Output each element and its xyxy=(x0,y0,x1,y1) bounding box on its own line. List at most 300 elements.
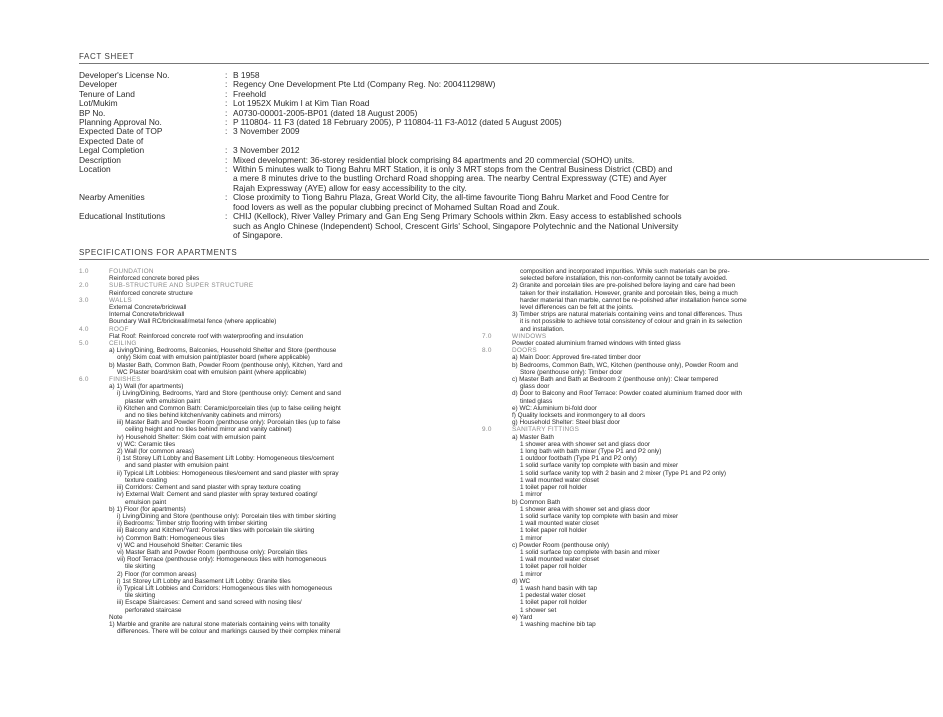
spec-line xyxy=(482,513,882,520)
spec-line xyxy=(79,390,469,397)
fact-label: Legal Completion xyxy=(79,145,145,156)
fact-value-line: Mixed development: 36-storey residential block comprising 84 apartments and 20 commercial (SOHO) units. xyxy=(233,154,635,165)
fact-row xyxy=(79,193,929,212)
fact-row xyxy=(79,71,929,80)
spec-number xyxy=(79,520,109,527)
spec-text: emulsion paint xyxy=(125,498,167,506)
spec-number xyxy=(482,412,512,419)
spec-line xyxy=(79,520,469,527)
spec-text: iv) External Wall: Cement and sand plaster with spray textured coating/ xyxy=(117,491,318,499)
fact-row xyxy=(79,212,929,240)
fact-label: Nearby Amenities xyxy=(79,192,145,203)
fact-row xyxy=(79,80,929,89)
spec-heading: WINDOWS xyxy=(512,332,547,340)
spec-number xyxy=(79,484,109,491)
spec-line xyxy=(79,499,469,506)
spec-number xyxy=(79,556,109,563)
spec-number xyxy=(79,347,109,354)
spec-number xyxy=(79,592,109,599)
fact-value-line: Close proximity to Tiong Bahru Plaza, Great World City, the all-time favourite Tiong Bahru Market and Food Centre for xyxy=(233,192,669,203)
spec-number xyxy=(482,527,512,534)
spec-line xyxy=(482,354,882,361)
spec-number xyxy=(79,470,109,477)
fact-value xyxy=(233,118,929,127)
spec-text: iii) Balcony and Kitchen/Yard: Porcelain tiles with porcelain tile skirting xyxy=(117,527,315,535)
spec-number xyxy=(482,513,512,520)
spec-number xyxy=(482,462,512,469)
fact-value-line: Regency One Development Pte Ltd (Company Reg. No: 200411298W) xyxy=(233,79,496,90)
fact-value-line: CHIJ (Kellock), River Valley Primary and Gan Eng Seng Primary Schools within 2km. Easy access to established schools xyxy=(233,211,682,222)
spec-number xyxy=(79,441,109,448)
spec-number xyxy=(79,571,109,578)
spec-text: glass door xyxy=(520,383,550,391)
fact-value-line: of Singapore. xyxy=(233,229,283,240)
spec-number xyxy=(79,491,109,498)
spec-number xyxy=(482,304,512,311)
spec-line xyxy=(482,383,882,390)
spec-text: differences. There will be colour and markings caused by their complex mineral xyxy=(117,628,341,636)
fact-value-line: A0730-00001-2005-BP01 (dated 18 August 2005) xyxy=(233,107,418,118)
fact-row xyxy=(79,99,929,108)
spec-text: 3) Timber strips are natural materials containing veins and tonal differences. Thus xyxy=(512,311,743,319)
spec-number xyxy=(79,311,109,318)
spec-text: Boundary Wall RC/brickwall/metal fence (where applicable) xyxy=(109,318,277,326)
spec-number xyxy=(482,542,512,549)
spec-line xyxy=(482,614,882,621)
spec-number xyxy=(79,275,109,282)
spec-line xyxy=(79,441,469,448)
spec-number xyxy=(482,268,512,275)
spec-line xyxy=(482,369,882,376)
spec-text: e) WC: Aluminium bi-fold door xyxy=(512,404,597,412)
fact-value-line: a mere 8 minutes drive to the bustling Orchard Road shopping area. The nearby Central Expressway (CTE) and Ayer xyxy=(233,173,667,184)
spec-number xyxy=(482,448,512,455)
spec-number: 4.0 xyxy=(79,325,89,333)
fact-separator: : xyxy=(225,107,228,118)
spec-text: e) Yard xyxy=(512,613,533,621)
spec-number xyxy=(79,513,109,520)
spec-number xyxy=(482,506,512,513)
spec-text: 1 solid surface vanity top complete with basin and mixer xyxy=(520,512,679,520)
spec-text: 1 shower area with shower set and glass door xyxy=(520,505,651,513)
spec-number xyxy=(79,535,109,542)
fact-value xyxy=(233,193,929,212)
spec-number xyxy=(482,455,512,462)
spec-line xyxy=(482,297,882,304)
spec-heading: FOUNDATION xyxy=(109,268,154,275)
spec-number xyxy=(482,607,512,614)
spec-text: 1 pedestal water closet xyxy=(520,592,586,600)
fact-separator: : xyxy=(225,88,228,99)
fact-value xyxy=(233,165,929,193)
spec-line xyxy=(482,585,882,592)
spec-number xyxy=(482,592,512,599)
spec-text: vii) Roof Terrace (penthouse only): Homogeneous tiles with homogeneous xyxy=(117,556,327,564)
spec-line xyxy=(79,556,469,563)
spec-line xyxy=(79,628,469,635)
fact-row xyxy=(79,90,929,99)
fact-value xyxy=(233,212,929,240)
spec-line xyxy=(482,477,882,484)
spec-line xyxy=(79,290,469,297)
spec-line xyxy=(482,599,882,606)
spec-text: 1 outdoor footbath (Type P1 and P2 only) xyxy=(520,455,637,463)
spec-line xyxy=(482,340,882,347)
spec-text: d) Door to Balcony and Roof Terrace: Powder coated aluminium framed door with xyxy=(512,390,743,398)
spec-text: 1 toilet paper roll holder xyxy=(520,527,587,535)
spec-text: v) WC: Ceramic tiles xyxy=(117,440,176,448)
spec-number xyxy=(482,376,512,383)
fact-separator: : xyxy=(225,126,228,137)
spec-line xyxy=(482,419,882,426)
spec-number xyxy=(482,556,512,563)
fact-separator: : xyxy=(225,211,228,222)
spec-number xyxy=(482,441,512,448)
spec-number xyxy=(482,549,512,556)
fact-row xyxy=(79,137,929,146)
fact-value xyxy=(233,127,929,136)
spec-line xyxy=(79,535,469,542)
spec-text: composition and incorporated impurities. While such materials can be pre- xyxy=(520,268,730,275)
spec-number xyxy=(482,434,512,441)
spec-text: and sand plaster with emulsion paint xyxy=(125,462,229,470)
spec-number xyxy=(79,621,109,628)
spec-number xyxy=(79,477,109,484)
spec-text: Note xyxy=(109,613,123,621)
spec-line xyxy=(79,354,469,361)
spec-line xyxy=(482,499,882,506)
spec-line xyxy=(79,470,469,477)
spec-line xyxy=(79,585,469,592)
spec-text: Reinforced concrete structure xyxy=(109,289,193,297)
spec-text: 1 solid surface vanity top with 2 basin and 2 mixer (Type P1 and P2 only) xyxy=(520,469,727,477)
spec-text: texture coating xyxy=(125,476,167,484)
spec-text: 1 mirror xyxy=(520,534,543,542)
spec-number xyxy=(79,607,109,614)
spec-text: iv) Common Bath: Homogeneous tiles xyxy=(117,534,225,542)
spec-text: c) Powder Room (penthouse only) xyxy=(512,541,609,549)
spec-text: iii) Escape Staircases: Cement and sand screed with nosing tiles/ xyxy=(117,599,302,607)
spec-text: 2) Granite and porcelain tiles are pre-polished before laying and care had been xyxy=(512,282,736,290)
spec-text: 1 wall mounted water closet xyxy=(520,556,599,564)
spec-number xyxy=(482,563,512,570)
spec-text: ii) Bedrooms: Timber strip flooring with timber skirting xyxy=(117,520,268,528)
spec-text: taken for their installation. However, granite and porcelain tiles, being a much xyxy=(520,289,738,297)
fact-label: Educational Institutions xyxy=(79,211,166,222)
spec-text: a) Main Door: Approved fire-rated timber door xyxy=(512,354,641,362)
spec-heading-row xyxy=(482,333,882,340)
spec-number: 6.0 xyxy=(79,376,89,384)
spec-number xyxy=(79,527,109,534)
spec-text: i) 1st Storey Lift Lobby and Basement Lift Lobby: Homogeneous tiles/cement xyxy=(117,455,335,463)
spec-number xyxy=(79,549,109,556)
spec-number xyxy=(79,405,109,412)
fact-value-line: Rajah Expressway (AYE) allow for easy accessibility to the city. xyxy=(233,182,467,193)
spec-number xyxy=(79,290,109,297)
fact-row xyxy=(79,118,929,127)
spec-line xyxy=(79,599,469,606)
spec-line xyxy=(482,592,882,599)
spec-text: 1) Marble and granite are natural stone materials containing veins with tonality xyxy=(109,620,330,628)
spec-text: iv) Household Shelter: Skim coat with emulsion paint xyxy=(117,433,266,441)
spec-heading: SANITARY FITTINGS xyxy=(512,426,580,434)
spec-line xyxy=(79,455,469,462)
spec-line xyxy=(482,520,882,527)
spec-line xyxy=(79,563,469,570)
spec-line xyxy=(482,535,882,542)
spec-number xyxy=(482,318,512,325)
spec-number xyxy=(79,462,109,469)
spec-line xyxy=(79,549,469,556)
spec-text: only) Skim coat with emulsion paint/plaster board (where applicable) xyxy=(117,354,310,362)
spec-number xyxy=(482,578,512,585)
spec-text: 1 toilet paper roll holder xyxy=(520,599,587,607)
fact-label: BP No. xyxy=(79,107,106,118)
fact-value-line: 3 November 2012 xyxy=(233,145,300,156)
spec-line xyxy=(79,527,469,534)
spec-text: iii) Master Bath and Powder Room (penthouse only): Porcelain tiles (up to false xyxy=(117,419,341,427)
spec-text: 1 mirror xyxy=(520,491,543,499)
spec-text: level differences can be felt at the joints. xyxy=(520,304,634,312)
fact-value xyxy=(233,137,929,146)
spec-line xyxy=(482,491,882,498)
spec-number xyxy=(79,398,109,405)
spec-line xyxy=(79,607,469,614)
spec-number xyxy=(79,578,109,585)
spec-number xyxy=(79,318,109,325)
spec-number xyxy=(79,362,109,369)
spec-text: perforated staircase xyxy=(125,606,182,614)
spec-text: b) Bedrooms, Common Bath, WC, Kitchen (penthouse only), Powder Room and xyxy=(512,361,738,369)
spec-number xyxy=(79,614,109,621)
spec-line xyxy=(482,318,882,325)
fact-value-line: such as Anglo Chinese (Independent) School, Crescent Girls' School, Singapore Polytechnic and the National University xyxy=(233,220,679,231)
fact-value-line: B 1958 xyxy=(233,70,260,80)
spec-text: f) Quality locksets and ironmongery to all doors xyxy=(512,412,646,420)
spec-line xyxy=(482,405,882,412)
spec-line xyxy=(482,607,882,614)
spec-number xyxy=(482,419,512,426)
spec-number xyxy=(482,390,512,397)
spec-number: 3.0 xyxy=(79,296,89,304)
spec-line xyxy=(79,304,469,311)
spec-text: i) Living/Dining, Bedrooms, Yard and Store (penthouse only): Cement and sand xyxy=(117,390,341,398)
spec-number xyxy=(482,520,512,527)
spec-text: 1 solid surface vanity top complete with basin and mixer xyxy=(520,462,679,470)
spec-heading-row xyxy=(79,340,469,347)
spec-number: 8.0 xyxy=(482,347,492,355)
spec-number xyxy=(482,477,512,484)
spec-number: 5.0 xyxy=(79,340,89,348)
spec-line xyxy=(482,462,882,469)
spec-text: External Concrete/brickwall xyxy=(109,304,187,312)
spec-line xyxy=(79,275,469,282)
spec-number xyxy=(79,369,109,376)
spec-text: Flat Roof: Reinforced concrete roof with waterproofing and insulation xyxy=(109,332,304,340)
spec-text: vi) Master Bath and Powder Room (penthouse only): Porcelain tiles xyxy=(117,548,308,556)
spec-text: tile skirting xyxy=(125,563,156,571)
fact-value-line: P 110804- 11 F3 (dated 18 February 2005), P 110804-11 F3-A012 (dated 5 August 2005) xyxy=(233,117,562,128)
spec-number xyxy=(482,275,512,282)
spec-number xyxy=(79,506,109,513)
spec-line xyxy=(79,347,469,354)
spec-number xyxy=(482,282,512,289)
spec-line xyxy=(79,333,469,340)
spec-line xyxy=(482,542,882,549)
fact-label: Developer's License No. xyxy=(79,70,170,80)
spec-line xyxy=(482,412,882,419)
fact-sheet-rule xyxy=(79,63,929,64)
spec-line xyxy=(79,506,469,513)
spec-line xyxy=(482,621,882,628)
fact-value-line: 3 November 2009 xyxy=(233,126,300,137)
spec-text: iii) Corridors: Cement and sand plaster with spray texture coating xyxy=(117,484,301,492)
spec-text: 1 wash hand basin with tap xyxy=(520,584,598,592)
spec-text: selected before installation, this non-conformity cannot be totally avoided. xyxy=(520,275,728,283)
spec-text: ii) Typical Lift Lobbies and Corridors: Homogeneous tiles with homogeneous xyxy=(117,584,333,592)
spec-text: plaster with emulsion paint xyxy=(125,397,201,405)
fact-sheet-title: FACT SHEET xyxy=(79,52,135,61)
spec-heading-row xyxy=(79,268,469,275)
spec-line xyxy=(79,426,469,433)
spec-line xyxy=(482,441,882,448)
spec-heading: WALLS xyxy=(109,296,132,304)
fact-label: Planning Approval No. xyxy=(79,117,162,128)
spec-number xyxy=(482,484,512,491)
spec-number xyxy=(79,563,109,570)
spec-text: tinted glass xyxy=(520,397,553,405)
spec-number xyxy=(79,354,109,361)
spec-number xyxy=(79,419,109,426)
spec-text: 1 washing machine bib tap xyxy=(520,620,596,628)
spec-line xyxy=(79,398,469,405)
spec-number xyxy=(79,599,109,606)
specifications-left-column xyxy=(79,268,469,635)
fact-value-line: Freehold xyxy=(233,88,267,99)
spec-number xyxy=(79,499,109,506)
fact-label: Developer xyxy=(79,79,118,90)
spec-heading-row xyxy=(79,282,469,289)
fact-separator: : xyxy=(225,98,228,109)
fact-label: Location xyxy=(79,164,111,175)
spec-text: Store (penthouse only): Timber door xyxy=(520,368,623,376)
spec-number xyxy=(482,383,512,390)
spec-number xyxy=(482,405,512,412)
spec-text: c) Master Bath and Bath at Bedroom 2 (penthouse only): Clear tempered xyxy=(512,376,719,384)
spec-text: ii) Kitchen and Common Bath: Ceramic/porcelain tiles (up to false ceiling height xyxy=(117,404,341,412)
spec-line xyxy=(79,448,469,455)
spec-line xyxy=(79,383,469,390)
spec-number xyxy=(79,426,109,433)
spec-heading-row xyxy=(79,376,469,383)
spec-heading-row xyxy=(79,297,469,304)
spec-number xyxy=(482,290,512,297)
spec-heading: SUB-STRUCTURE AND SUPER STRUCTURE xyxy=(109,282,254,290)
spec-number xyxy=(79,455,109,462)
fact-label: Expected Date of TOP xyxy=(79,126,163,137)
spec-text: 1 toilet paper roll holder xyxy=(520,563,587,571)
spec-number xyxy=(79,434,109,441)
spec-number: 7.0 xyxy=(482,332,492,340)
spec-text: Reinforced concrete bored piles xyxy=(109,275,200,283)
spec-text: b) Common Bath xyxy=(512,498,561,506)
spec-line xyxy=(482,563,882,570)
spec-text: 1 shower area with shower set and glass door xyxy=(520,440,651,448)
spec-number xyxy=(482,362,512,369)
fact-row xyxy=(79,127,929,136)
spec-line xyxy=(482,578,882,585)
spec-text: b) Master Bath, Common Bath, Powder Room (penthouse only), Kitchen, Yard and xyxy=(109,361,343,369)
spec-text: v) WC and Household Shelter: Ceramic tiles xyxy=(117,541,243,549)
fact-label: Tenure of Land xyxy=(79,88,135,99)
fact-separator: : xyxy=(225,164,228,175)
spec-number xyxy=(482,621,512,628)
spec-text: Powder coated aluminium framed windows with tinted glass xyxy=(512,340,681,348)
spec-line xyxy=(482,282,882,289)
spec-number xyxy=(79,412,109,419)
spec-text: 1 wall mounted water closet xyxy=(520,520,599,528)
spec-number xyxy=(482,535,512,542)
spec-number xyxy=(482,585,512,592)
spec-line xyxy=(79,621,469,628)
fact-value xyxy=(233,80,929,89)
spec-number xyxy=(482,470,512,477)
spec-text: 1 shower set xyxy=(520,606,557,614)
spec-line xyxy=(79,462,469,469)
fact-label: Description xyxy=(79,154,121,165)
fact-row xyxy=(79,165,929,193)
spec-heading: FINISHES xyxy=(109,376,141,384)
spec-heading-row xyxy=(482,426,882,433)
spec-text: ceiling height and no tiles behind mirror and vanity cabinet) xyxy=(125,426,292,434)
spec-heading-row xyxy=(482,347,882,354)
fact-separator: : xyxy=(225,79,228,90)
spec-number xyxy=(482,354,512,361)
spec-line xyxy=(482,484,882,491)
spec-line xyxy=(482,326,882,333)
spec-line xyxy=(79,614,469,621)
specifications-right-column xyxy=(482,268,882,628)
specifications-rule xyxy=(79,259,929,260)
spec-line xyxy=(79,369,469,376)
spec-number xyxy=(79,333,109,340)
spec-text: 2) Wall (for common areas) xyxy=(117,448,195,456)
spec-line xyxy=(482,311,882,318)
spec-line xyxy=(482,448,882,455)
spec-line xyxy=(79,362,469,369)
fact-separator: : xyxy=(225,154,228,165)
spec-number xyxy=(79,390,109,397)
spec-heading: CEILING xyxy=(109,340,137,348)
spec-text: a) Living/Dining, Bedrooms, Balconies, Household Shelter and Store (penthouse xyxy=(109,347,337,355)
spec-line xyxy=(79,311,469,318)
spec-text: and installation. xyxy=(520,325,565,333)
fact-separator: : xyxy=(225,70,228,80)
spec-line xyxy=(482,434,882,441)
spec-line xyxy=(79,491,469,498)
spec-line xyxy=(482,470,882,477)
spec-line xyxy=(482,556,882,563)
spec-text: 1 solid surface top complete with basin and mixer xyxy=(520,548,660,556)
spec-line xyxy=(79,419,469,426)
spec-text: harder material than marble, cannot be re-polished after installation hence some xyxy=(520,296,747,304)
spec-line xyxy=(79,513,469,520)
spec-line xyxy=(79,571,469,578)
spec-line xyxy=(482,376,882,383)
spec-number xyxy=(79,448,109,455)
spec-number xyxy=(482,599,512,606)
spec-number: 2.0 xyxy=(79,282,89,290)
